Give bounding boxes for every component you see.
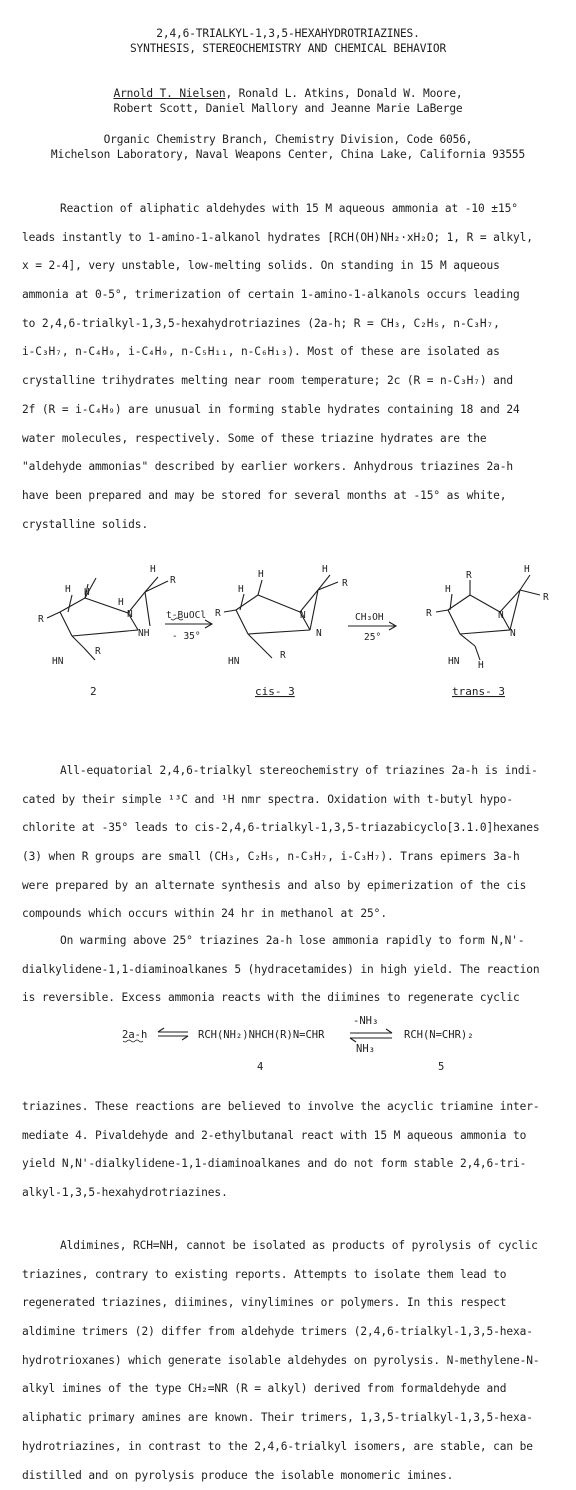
para1-line: leads instantly to 1-amino-1-alkanol hydrates [RCH(OH)NH₂·xH₂O; 1, R = alkyl, <box>22 224 566 253</box>
author-line-2: Robert Scott, Daniel Mallory and Jeanne Marie LaBerge <box>0 101 576 116</box>
atom-label: H <box>65 584 71 595</box>
para3-line: On warming above 25° triazines 2a-h lose ammonia rapidly to form N,N'- <box>22 927 566 956</box>
atom-label: R <box>543 592 549 603</box>
para4-line: mediate 4. Pivaldehyde and 2-ethylbutanal react with 15 M aqueous ammonia to <box>22 1122 566 1151</box>
para5-line: triazines, contrary to existing reports. Attempts to isolate them lead to <box>22 1261 566 1290</box>
title-line-1: 2,4,6-TRIALKYL-1,3,5-HEXAHYDROTRIAZINES. <box>0 26 576 41</box>
atom-label: R <box>466 570 472 581</box>
atom-label: N <box>498 610 504 621</box>
atom-label: H <box>118 597 124 608</box>
atom-label: NH <box>138 628 150 639</box>
reagent-1-top: t-BuOCl <box>166 610 206 621</box>
paper-title <box>0 26 576 56</box>
equilibrium-drawing <box>0 1012 576 1087</box>
equation-top-reagent: -NH₃ <box>353 1015 378 1027</box>
para2-line: chlorite at -35° leads to cis-2,4,6-trialkyl-1,3,5-triazabicyclo[3.1.0]hexanes <box>22 814 566 843</box>
atom-label: HN <box>228 656 240 667</box>
equation-bottom-reagent: NH₃ <box>356 1043 375 1055</box>
equation-label-5: 5 <box>438 1061 444 1073</box>
atom-label: H <box>524 564 530 575</box>
reaction-scheme-drawing <box>0 550 576 720</box>
equation-product: RCH(N=CHR)₂ <box>404 1029 474 1041</box>
reagent-2-bottom: 25° <box>364 632 381 643</box>
affiliation-line-2: Michelson Laboratory, Naval Weapons Center, China Lake, California 93555 <box>0 147 576 162</box>
para2-line: cated by their simple ¹³C and ¹H nmr spectra. Oxidation with t-butyl hypo- <box>22 786 566 815</box>
affiliation <box>0 132 576 162</box>
para4-line: yield N,N'-dialkylidene-1,1-diaminoalkanes and do not form stable 2,4,6-tri- <box>22 1150 566 1179</box>
para3-line: is reversible. Excess ammonia reacts with the diimines to regenerate cyclic <box>22 984 566 1013</box>
atom-label: R <box>342 578 348 589</box>
atom-label: H <box>258 569 264 580</box>
para2-line: were prepared by an alternate synthesis and also by epimerization of the cis <box>22 872 566 901</box>
atom-label: N <box>510 628 516 639</box>
para4-line: alkyl-1,3,5-hexahydrotriazines. <box>22 1179 566 1208</box>
first-author: Arnold T. Nielsen <box>113 87 225 100</box>
atom-label: R <box>215 608 221 619</box>
equation-label-4: 4 <box>257 1061 263 1073</box>
atom-label: HN <box>52 656 64 667</box>
compound-label-cis-3: cis- 3 <box>255 685 295 698</box>
para5-line: aldimine trimers (2) differ from aldehyde trimers (2,4,6-trialkyl-1,3,5-hexa- <box>22 1318 566 1347</box>
atom-label: R <box>280 650 286 661</box>
para3-line: dialkylidene-1,1-diaminoalkanes 5 (hydracetamides) in high yield. The reaction <box>22 956 566 985</box>
atom-label: H <box>84 587 90 598</box>
paragraph-4 <box>22 1093 566 1208</box>
equation-intermediate: RCH(NH₂)NHCH(R)N=CHR <box>198 1029 325 1041</box>
para1-line: 2f (R = i-C₄H₉) are unusual in forming stable hydrates containing 18 and 24 <box>22 396 566 425</box>
paragraph-5 <box>22 1232 566 1490</box>
para5-line: aliphatic primary amines are known. Their trimers, 1,3,5-trialkyl-1,3,5-hexa- <box>22 1404 566 1433</box>
atom-label: H <box>150 564 156 575</box>
para2-line: (3) when R groups are small (CH₃, C₂H₅, n-C₃H₇, i-C₃H₇). Trans epimers 3a-h <box>22 843 566 872</box>
atom-label: R <box>426 608 432 619</box>
atom-label: N <box>300 610 306 621</box>
equilibrium-equation <box>0 1012 576 1087</box>
para5-line: regenerated triazines, diimines, vinylimines or polymers. In this respect <box>22 1289 566 1318</box>
atom-label: R <box>38 614 44 625</box>
para1-line: x = 2-4], very unstable, low-melting solids. On standing in 15 M aqueous <box>22 252 566 281</box>
para5-line: hydrotrioxanes) which generate isolable aldehydes on pyrolysis. N-methylene-N- <box>22 1347 566 1376</box>
author-list <box>0 86 576 116</box>
para2-line: All-equatorial 2,4,6-trialkyl stereochemistry of triazines 2a-h is indi- <box>22 757 566 786</box>
para2-line: compounds which occurs within 24 hr in methanol at 25°. <box>22 900 566 929</box>
atom-label: H <box>445 584 451 595</box>
para1-line: have been prepared and may be stored for several months at -15° as white, <box>22 482 566 511</box>
paragraph-3 <box>22 927 566 1013</box>
atom-label: H <box>322 564 328 575</box>
para5-line: hydrotriazines, in contrast to the 2,4,6-trialkyl isomers, are stable, can be <box>22 1433 566 1462</box>
atom-label: R <box>170 575 176 586</box>
compound-label-trans-3: trans- 3 <box>452 685 505 698</box>
para4-line: triazines. These reactions are believed to involve the acyclic triamine inter- <box>22 1093 566 1122</box>
para1-line: crystalline trihydrates melting near room temperature; 2c (R = n-C₃H₇) and <box>22 367 566 396</box>
co-authors-1: , Ronald L. Atkins, Donald W. Moore, <box>225 87 462 100</box>
para5-line: Aldimines, RCH=NH, cannot be isolated as products of pyrolysis of cyclic <box>22 1232 566 1261</box>
author-line-1 <box>0 86 576 101</box>
title-line-2: SYNTHESIS, STEREOCHEMISTRY AND CHEMICAL BEHAVIOR <box>0 41 576 56</box>
paragraph-1 <box>22 195 566 539</box>
reagent-1-bottom: - 35° <box>172 631 201 642</box>
paragraph-2 <box>22 757 566 929</box>
para1-line: Reaction of aliphatic aldehydes with 15 M aqueous ammonia at -10 ±15° <box>22 195 566 224</box>
atom-label: H <box>238 584 244 595</box>
affiliation-line-1: Organic Chemistry Branch, Chemistry Division, Code 6056, <box>0 132 576 147</box>
atom-label: H <box>478 660 484 671</box>
reagent-2-top: CH₃OH <box>355 612 384 623</box>
para1-line: ammonia at 0-5°, trimerization of certain 1-amino-1-alkanols occurs leading <box>22 281 566 310</box>
para1-line: to 2,4,6-trialkyl-1,3,5-hexahydrotriazines (2a-h; R = CH₃, C₂H₅, n-C₃H₇, <box>22 310 566 339</box>
equation-reactant: 2a-h <box>122 1029 147 1041</box>
atom-label: N <box>127 609 133 620</box>
para1-line: water molecules, respectively. Some of these triazine hydrates are the <box>22 425 566 454</box>
atom-label: N <box>316 628 322 639</box>
compound-label-2: 2 <box>90 685 97 698</box>
para5-line: alkyl imines of the type CH₂=NR (R = alkyl) derived from formaldehyde and <box>22 1375 566 1404</box>
atom-label: HN <box>448 656 460 667</box>
para1-line: "aldehyde ammonias" described by earlier workers. Anhydrous triazines 2a-h <box>22 453 566 482</box>
para5-line: distilled and on pyrolysis produce the isolable monomeric imines. <box>22 1462 566 1490</box>
para1-line: crystalline solids. <box>22 511 566 540</box>
atom-label: R <box>95 646 101 657</box>
para1-line: i-C₃H₇, n-C₄H₉, i-C₄H₉, n-C₅H₁₁, n-C₆H₁₃). Most of these are isolated as <box>22 338 566 367</box>
reaction-scheme <box>0 550 576 720</box>
